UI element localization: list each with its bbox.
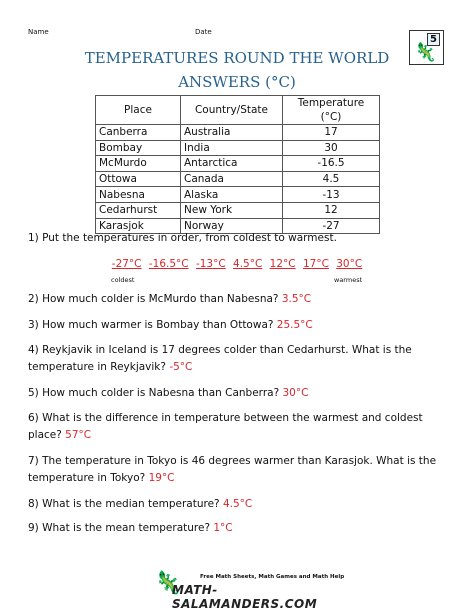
answer: 19°C [148,472,175,484]
place-cell: Canberra [96,125,181,141]
country-cell: New York [181,202,283,218]
answer: -5°C [169,361,193,373]
salamander-icon: 🦎 [154,571,182,596]
table-row [96,171,380,187]
order-value: -27°C [111,258,142,270]
temperature-table [95,95,380,234]
country-cell: Alaska [181,187,283,203]
place-cell: McMurdo [96,156,181,172]
question-text: 3) How much warmer is Bombay than Ottowa? [28,319,274,331]
question-text: 7) The temperature in Tokyo is 46 degrees warmer than Karasjok. What is the temperature in Tokyo? [28,455,437,484]
answer: 3.5°C [281,293,312,305]
question-text: 2) How much colder is McMurdo than Nabesna? [28,293,279,305]
country-cell: Canada [181,171,283,187]
country-cell: Antarctica [181,156,283,172]
warmest-label: warmest [334,276,363,284]
column-header-temperature: Temperature (°C) [283,96,380,125]
order-value: -16.5°C [148,258,189,270]
place-cell: Cedarhurst [96,202,181,218]
country-cell: Norway [181,218,283,234]
order-value: 17°C [302,258,329,270]
table-row [96,156,380,172]
place-cell: Karasjok [96,218,181,234]
temperature-cell: -27 [283,218,380,234]
table-header-row [96,96,380,125]
question-8 [28,496,453,513]
question-text: 4) Reykjavik in Iceland is 17 degrees colder than Cedarhurst. What is the temperature in Reykjavik? [28,344,412,373]
table-row [96,202,380,218]
answer: 1°C [213,522,233,534]
answer: 4.5°C [222,498,253,510]
column-header-country: Country/State [181,96,283,125]
salamander-icon: 🦎 [414,42,437,63]
ordered-answer [0,258,474,270]
table-row [96,187,380,203]
question-6 [28,410,453,444]
temperature-cell: 30 [283,140,380,156]
place-cell: Nabesna [96,187,181,203]
page-title: TEMPERATURES ROUND THE WORLD [84,49,390,67]
question-5 [28,385,453,402]
question-text: 8) What is the median temperature? [28,498,220,510]
question-7 [28,453,453,487]
order-value: -13°C [195,258,226,270]
temperature-cell: -16.5 [283,156,380,172]
question-2 [28,291,453,308]
question-text: 6) What is the difference in temperature between the warmest and coldest place? [28,412,423,441]
answer: 57°C [65,429,92,441]
order-value: 30°C [336,258,363,270]
column-header-place: Place [96,96,181,125]
temperature-cell: 17 [283,125,380,141]
temperature-cell: -13 [283,187,380,203]
question-4 [28,342,453,376]
question-text: 5) How much colder is Nabesna than Canberra? [28,387,280,399]
order-value: 4.5°C [233,258,263,270]
name-label: Name [28,28,49,36]
place-cell: Ottowa [96,171,181,187]
question-9 [28,520,453,537]
coldest-label: coldest [111,276,135,284]
country-cell: India [181,140,283,156]
footer-tagline: Free Math Sheets, Math Games and Math Help [200,574,345,580]
country-cell: Australia [181,125,283,141]
table-row [96,125,380,141]
grade-badge: 5 [427,33,440,46]
footer-brand [150,569,355,611]
question-3 [28,317,453,334]
answer: 30°C [282,387,309,399]
table-row [96,140,380,156]
temperature-cell: 12 [283,202,380,218]
answer: 25.5°C [276,319,313,331]
question-1: 1) Put the temperatures in order, from coldest to warmest. [28,232,337,244]
date-label: Date [195,28,212,36]
order-value: 12°C [269,258,296,270]
footer-site-name: MATH-SALAMANDERS.COM [172,583,318,611]
page-subtitle: ANSWERS (°C) [178,73,296,91]
temperature-cell: 4.5 [283,171,380,187]
place-cell: Bombay [96,140,181,156]
question-text: 9) What is the mean temperature? [28,522,211,534]
